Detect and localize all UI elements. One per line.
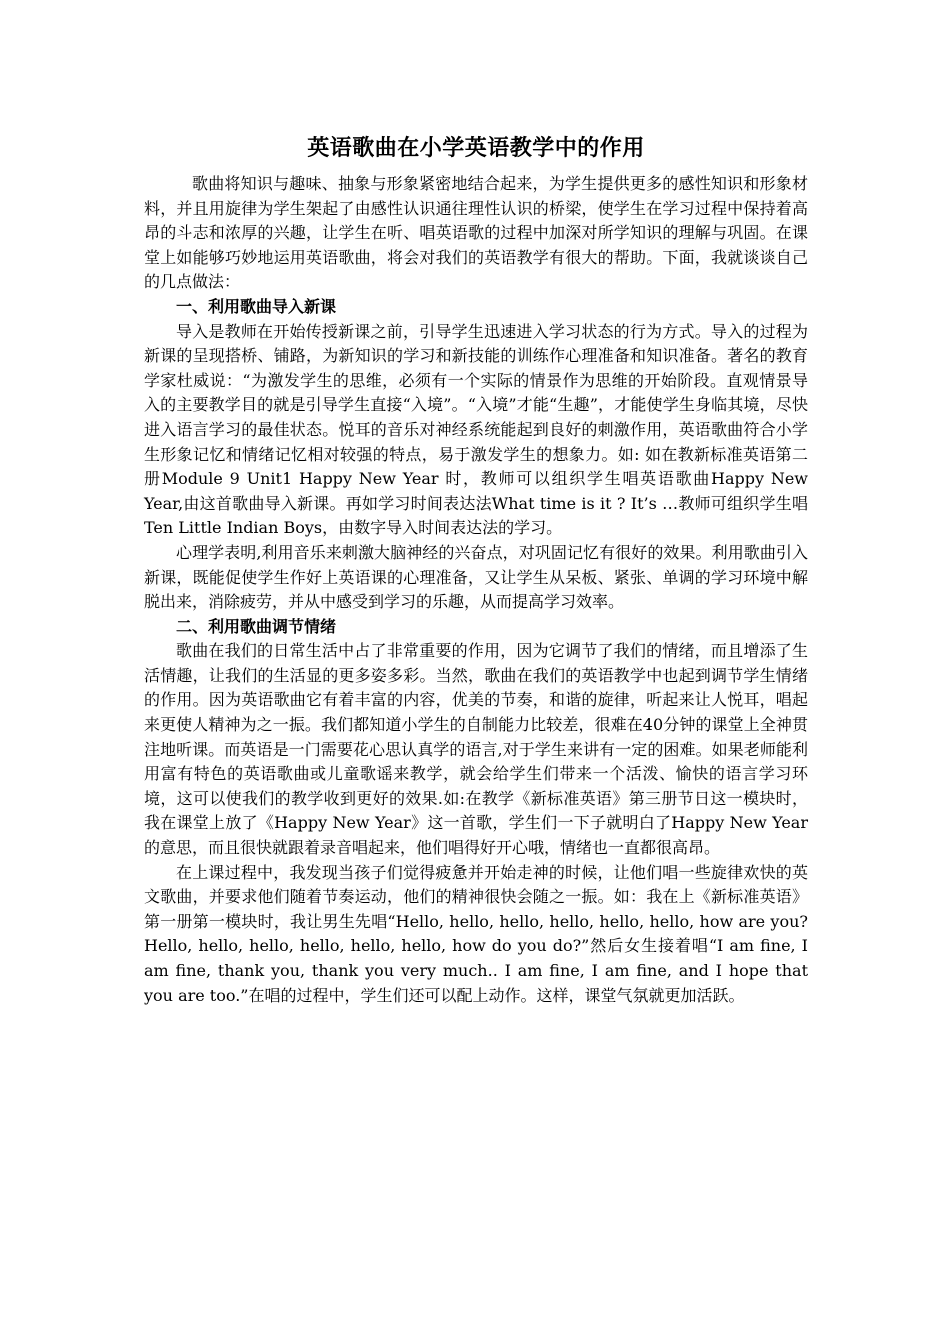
section-1-paragraph-1: 导入是教师在开始传授新课之前，引导学生迅速进入学习状态的行为方式。导入的过程为新课的呈现搭桥、铺路，为新知识的学习和新技能的训练作心理准备和知识准备。著名的教育学家杜威说：“为激发学生的思维，必须有一个实际的情景作为思维的开始阶段。直观情景导入的主要教学目的就是引导学生直接“入境”。“入境”才能“生趣”，才能使学生身临其境，尽快进入语言学习的最佳状态。悦耳的音乐对神经系统能起到良好的刺激作用，英语歌曲符合小学生形象记忆和情绪记忆相对较强的特点，易于激发学生的想象力。如: 如在教新标准英语第二册Module 9 Unit1 Happy New Year 时，教师可以组织学生唱英语歌曲Happy New Year,由这首歌曲导入新课。再如学习时间表达法What time is it ? It’s …教师可组织学生唱Ten Little Indian Boys，由数字导入时间表达法的学习。 [144, 321, 808, 538]
document-body [144, 132, 808, 1008]
section-2-paragraph-2: 在上课过程中，我发现当孩子们觉得疲惫并开始走神的时候，让他们唱一些旋律欢快的英文歌曲，并要求他们随着节奏运动，他们的精神很快会随之一振。如：我在上《新标准英语》第一册第一模块时，我让男生先唱“Hello, hello, hello, hello, hello, hello, how are you? Hello, hello, hello, hello, hello, hello, how do you do?”然后女生接着唱“I am fine, I am fine, thank you, thank you very much.. I am fine, I am fine, and I hope that you are too.”在唱的过程中，学生们还可以配上动作。这样，课堂气氛就更加活跃。 [144, 862, 808, 1005]
section-heading-2: 二、利用歌曲调节情绪 [176, 616, 337, 636]
section-2-paragraph-1: 歌曲在我们的日常生活中占了非常重要的作用，因为它调节了我们的情绪，而且增添了生活情趣，让我们的生活显的更多姿多彩。当然，歌曲在我们的英语教学中也起到调节学生情绪的作用。因为英语歌曲它有着丰富的内容，优美的节奏，和谐的旋律，听起来让人悦耳，唱起来更使人精神为之一振。我们都知道小学生的自制能力比较差，很难在40分钟的课堂上全神贯注地听课。而英语是一门需要花心思认真学的语言,对于学生来讲有一定的困难。如果老师能利用富有特色的英语歌曲或儿童歌谣来教学，就会给学生们带来一个活泼、愉快的语言学习环境，这可以使我们的教学收到更好的效果.如:在教学《新标准英语》第三册节日这一模块时，我在课堂上放了《Happy New Year》这一首歌，学生们一下子就明白了Happy New Year的意思，而且很快就跟着录音唱起来，他们唱得好开心哦，情绪也一直都很高昂。 [144, 641, 808, 858]
section-heading-1: 一、利用歌曲导入新课 [176, 296, 337, 316]
document-title: 英语歌曲在小学英语教学中的作用 [307, 136, 645, 161]
section-1-paragraph-2: 心理学表明,利用音乐来刺激大脑神经的兴奋点，对巩固记忆有很好的效果。利用歌曲引入新课，既能促使学生作好上英语课的心理准备，又让学生从呆板、紧张、单调的学习环境中解脱出来，消除疲劳，并从中感受到学习的乐趣，从而提高学习效率。 [144, 542, 808, 612]
intro-paragraph: 歌曲将知识与趣味、抽象与形象紧密地结合起来，为学生提供更多的感性知识和形象材料，并且用旋律为学生架起了由感性认识通往理性认识的桥梁，使学生在学习过程中保持着高昂的斗志和浓厚的兴趣，让学生在听、唱英语歌的过程中加深对所学知识的理解与巩固。在课堂上如能够巧妙地运用英语歌曲，将会对我们的英语教学有很大的帮助。下面，我就谈谈自己的几点做法： [144, 174, 808, 292]
